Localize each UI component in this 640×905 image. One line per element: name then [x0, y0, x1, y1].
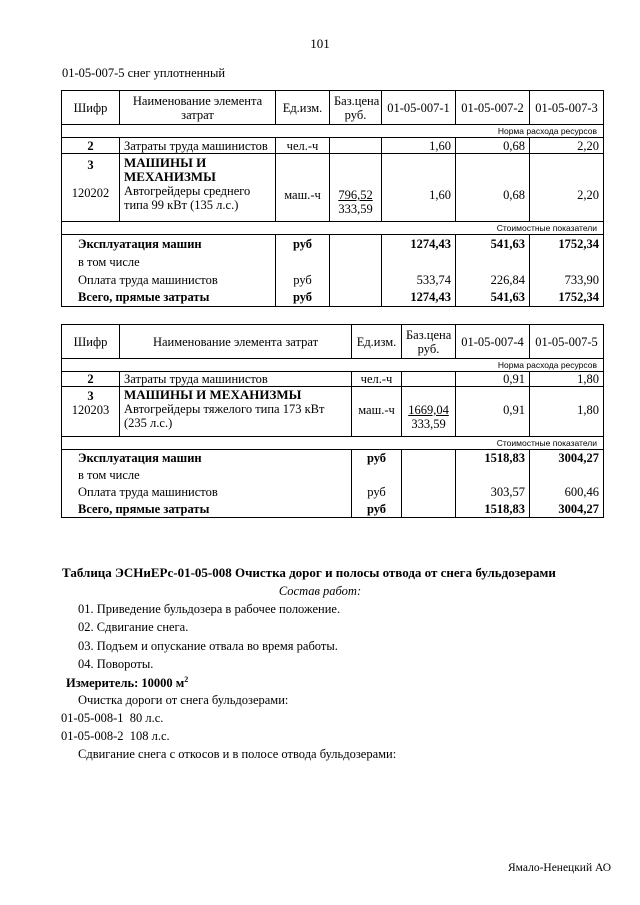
name-cell: Оплата труда машинистов	[62, 484, 352, 501]
value-cell: 1518,83	[456, 450, 530, 467]
price-value: 1669,04	[408, 403, 449, 417]
table-row	[62, 372, 604, 387]
band-cost: Стоимостные показатели	[62, 222, 604, 235]
name-cell	[120, 387, 352, 437]
table-header-row	[62, 91, 604, 125]
value-cell	[530, 467, 604, 484]
section-title: 01-05-007-5 снег уплотненный	[62, 66, 226, 80]
price-value: 796,52	[338, 188, 373, 202]
table-row	[62, 467, 604, 484]
resource-table-2	[61, 324, 604, 518]
price-cell	[330, 138, 382, 154]
table-row	[62, 501, 604, 518]
value-cell: 1518,83	[456, 501, 530, 518]
unit-cell: чел.-ч	[276, 138, 330, 154]
header-cell: Наименование элемента затрат	[120, 91, 276, 125]
table-title: Таблица ЭСНиЕРс-01-05-008 Очистка дорог и полосы отвода от снега бульдозерами	[62, 565, 556, 580]
footer-region: Ямало-Ненецкий АО	[508, 862, 612, 874]
value-cell: 3004,27	[530, 450, 604, 467]
name-cell	[120, 154, 276, 222]
table-row	[62, 154, 604, 222]
band-norm: Норма расхода ресурсов	[62, 125, 604, 138]
price-cell	[402, 501, 456, 518]
name-cell: Затраты труда машинистов	[120, 372, 352, 387]
unit-cell: руб	[352, 484, 402, 501]
composition-title: Состав работ:	[278, 584, 362, 598]
resource-name: Автогрейдеры тяжелого типа 173 кВт (235 л.с.)	[124, 402, 325, 430]
name-cell: Эксплуатация машин	[62, 235, 276, 253]
name-cell: в том числе	[62, 253, 276, 271]
value-cell: 1752,34	[530, 235, 604, 253]
header-cell: 01-05-007-4	[456, 325, 530, 359]
unit-cell: маш.-ч	[352, 387, 402, 437]
price-cell	[402, 372, 456, 387]
value-cell: 1,80	[530, 372, 604, 387]
table-row	[62, 138, 604, 154]
price-cell	[330, 289, 382, 307]
table-row	[62, 450, 604, 467]
resource-code: 120203	[71, 403, 110, 417]
name-cell: Оплата труда машинистов	[62, 271, 276, 289]
band-cost: Стоимостные показатели	[62, 437, 604, 450]
price-cell	[402, 467, 456, 484]
price-cell	[402, 450, 456, 467]
header-cell: Баз.цена руб.	[330, 91, 382, 125]
price-cell	[330, 235, 382, 253]
value-cell: 0,68	[456, 138, 530, 154]
header-cell: 01-05-007-1	[382, 91, 456, 125]
value-cell: 1,60	[382, 138, 456, 154]
norm-code: 01-05-008-1	[61, 711, 124, 725]
value-cell: 1274,43	[382, 235, 456, 253]
page-number: 101	[310, 36, 330, 51]
value-cell: 1752,34	[530, 289, 604, 307]
price-value: 333,59	[411, 417, 446, 431]
step-item: 04. Повороты.	[78, 657, 154, 671]
name-cell: Всего, прямые затраты	[62, 289, 276, 307]
measure-sup: 2	[184, 675, 189, 684]
price-cell	[402, 387, 456, 437]
value-cell	[456, 253, 530, 271]
table-header-row	[62, 325, 604, 359]
unit-cell: руб	[276, 271, 330, 289]
road-clear-text: Очистка дороги от снега бульдозерами:	[78, 693, 289, 707]
value-cell	[382, 253, 456, 271]
header-cell: Шифр	[62, 325, 120, 359]
resource-code: 120202	[71, 186, 110, 200]
table-row	[62, 271, 604, 289]
price-cell	[402, 484, 456, 501]
slopes-text: Сдвигание снега с откосов и в полосе отвода бульдозерами:	[78, 747, 397, 761]
unit-cell: руб	[276, 235, 330, 253]
norm-text: 108 л.с.	[129, 729, 170, 743]
value-cell: 541,63	[456, 289, 530, 307]
unit-cell: руб	[352, 501, 402, 518]
value-cell	[530, 253, 604, 271]
norm-code: 01-05-008-2	[61, 729, 124, 743]
unit-cell	[352, 467, 402, 484]
value-cell: 2,20	[530, 138, 604, 154]
unit-cell: руб	[276, 289, 330, 307]
header-cell: Ед.изм.	[352, 325, 402, 359]
group-name: МАШИНЫ И МЕХАНИЗМЫ	[124, 155, 216, 184]
code-cell: 2	[62, 372, 120, 387]
name-cell: Затраты труда машинистов	[120, 138, 276, 154]
step-item: 03. Подъем и опускание отвала во время работы.	[78, 639, 338, 653]
resource-name: Автогрейдеры среднего типа 99 кВт (135 л.с.)	[124, 184, 251, 212]
value-cell	[456, 467, 530, 484]
group-code: 3	[87, 158, 94, 172]
table-row	[62, 253, 604, 271]
code-cell	[62, 154, 120, 222]
header-cell: 01-05-007-2	[456, 91, 530, 125]
value-cell: 303,57	[456, 484, 530, 501]
value-cell: 541,63	[456, 235, 530, 253]
table-row	[62, 484, 604, 501]
header-cell: 01-05-007-3	[530, 91, 604, 125]
measure-unit	[66, 675, 188, 691]
measure-label: Измеритель: 10000 м	[66, 676, 185, 691]
header-cell: Баз.цена руб.	[402, 325, 456, 359]
table-row	[62, 387, 604, 437]
value-cell: 0,91	[456, 387, 530, 437]
norm-text: 80 л.с.	[129, 711, 164, 725]
name-cell: в том числе	[62, 467, 352, 484]
header-cell: Ед.изм.	[276, 91, 330, 125]
group-code: 3	[87, 389, 94, 403]
resource-table-1	[61, 90, 604, 307]
norm-item	[61, 729, 170, 744]
value-cell: 1,60	[382, 154, 456, 222]
value-cell: 3004,27	[530, 501, 604, 518]
code-cell	[62, 387, 120, 437]
value-cell: 1,80	[530, 387, 604, 437]
unit-cell: руб	[352, 450, 402, 467]
value-cell: 2,20	[530, 154, 604, 222]
value-cell: 226,84	[456, 271, 530, 289]
step-item: 02. Сдвигание снега.	[78, 620, 189, 634]
step-item: 01. Приведение бульдозера в рабочее положение.	[78, 602, 341, 616]
unit-cell	[276, 253, 330, 271]
value-cell: 533,74	[382, 271, 456, 289]
value-cell: 0,91	[456, 372, 530, 387]
price-cell	[330, 271, 382, 289]
value-cell: 600,46	[530, 484, 604, 501]
price-value: 333,59	[338, 202, 373, 216]
price-cell	[330, 154, 382, 222]
header-cell: 01-05-007-5	[530, 325, 604, 359]
table-row	[62, 235, 604, 253]
name-cell: Всего, прямые затраты	[62, 501, 352, 518]
unit-cell: маш.-ч	[276, 154, 330, 222]
norm-item	[61, 711, 163, 726]
header-cell: Шифр	[62, 91, 120, 125]
header-cell: Наименование элемента затрат	[120, 325, 352, 359]
name-cell: Эксплуатация машин	[62, 450, 352, 467]
code-cell: 2	[62, 138, 120, 154]
value-cell: 733,90	[530, 271, 604, 289]
band-norm: Норма расхода ресурсов	[62, 359, 604, 372]
table-row	[62, 289, 604, 307]
group-name: МАШИНЫ И МЕХАНИЗМЫ	[124, 387, 302, 402]
unit-cell: чел.-ч	[352, 372, 402, 387]
value-cell: 1274,43	[382, 289, 456, 307]
value-cell: 0,68	[456, 154, 530, 222]
price-cell	[330, 253, 382, 271]
